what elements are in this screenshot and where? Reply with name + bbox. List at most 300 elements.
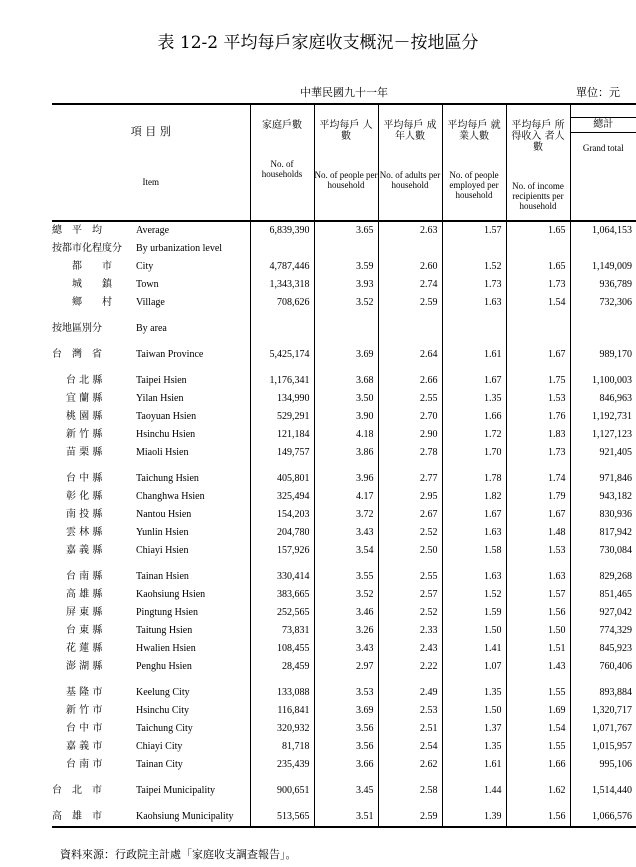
row-label xyxy=(52,470,250,488)
row-label-zh: 台 中 縣 xyxy=(66,473,103,484)
table-row xyxy=(52,808,636,827)
table-cell: 1.35 xyxy=(442,684,506,702)
table-cell: 943,182 xyxy=(570,488,636,506)
table-cell: 1.37 xyxy=(442,720,506,738)
table-cell: 1.57 xyxy=(442,221,506,240)
table-cell: 1.53 xyxy=(506,542,570,560)
table-cell: 1.50 xyxy=(442,702,506,720)
table-cell: 3.93 xyxy=(314,276,378,294)
table-body xyxy=(52,221,636,827)
table-cell: 3.96 xyxy=(314,470,378,488)
row-label-zh: 台 南 市 xyxy=(66,759,103,770)
row-label-en: Taichung City xyxy=(136,723,193,734)
table-cell: 3.90 xyxy=(314,408,378,426)
table-cell: 2.52 xyxy=(378,604,442,622)
table-cell: 900,651 xyxy=(250,782,314,800)
table-cell: 2.59 xyxy=(378,294,442,312)
table-cell: 3.43 xyxy=(314,524,378,542)
table-cell: 3.69 xyxy=(314,702,378,720)
table-cell xyxy=(506,320,570,338)
row-label xyxy=(52,568,250,586)
row-label-en: Penghu Hsien xyxy=(136,661,192,672)
row-label xyxy=(52,586,250,604)
row-label-en: Nantou Hsien xyxy=(136,509,192,520)
table-cell: 405,801 xyxy=(250,470,314,488)
table-subtitle: 中華民國九十一年 xyxy=(300,86,388,99)
table-row xyxy=(52,524,636,542)
table-cell: 204,780 xyxy=(250,524,314,542)
row-label-zh: 高 雄 縣 xyxy=(66,589,103,600)
row-label-zh: 苗 栗 縣 xyxy=(66,447,103,458)
table-row xyxy=(52,258,636,276)
table-cell xyxy=(378,240,442,258)
row-label-zh: 城 鎮 xyxy=(72,279,112,290)
row-label-zh: 桃 園 縣 xyxy=(66,411,103,422)
table-cell: 252,565 xyxy=(250,604,314,622)
table-row xyxy=(52,684,636,702)
table-cell: 732,306 xyxy=(570,294,636,312)
table-cell: 830,936 xyxy=(570,506,636,524)
table-cell: 1,149,009 xyxy=(570,258,636,276)
table-cell: 1.54 xyxy=(506,294,570,312)
page-title: 表 12-2 平均每戶家庭收支概況－按地區分 xyxy=(157,33,479,53)
row-label xyxy=(52,524,250,542)
table-cell: 1,176,341 xyxy=(250,372,314,390)
table-cell: 1.67 xyxy=(506,346,570,364)
table-row xyxy=(52,640,636,658)
table-cell: 3.45 xyxy=(314,782,378,800)
row-label-en: City xyxy=(136,261,154,272)
table-cell: 2.55 xyxy=(378,390,442,408)
table-cell: 383,665 xyxy=(250,586,314,604)
table-cell: 1,192,731 xyxy=(570,408,636,426)
row-label xyxy=(52,622,250,640)
table-cell: 1.44 xyxy=(442,782,506,800)
row-label xyxy=(52,808,250,827)
header-item: 項 目 別 Item xyxy=(130,125,171,187)
table-cell: 1.53 xyxy=(506,390,570,408)
table-row xyxy=(52,390,636,408)
table-cell xyxy=(250,240,314,258)
row-label xyxy=(52,221,250,240)
table-cell xyxy=(442,240,506,258)
table-cell: 6,839,390 xyxy=(250,221,314,240)
source-note: 資料來源：行政院主計處「家庭收支調查報告」。 xyxy=(60,848,297,861)
table-cell: 1.74 xyxy=(506,470,570,488)
row-label-zh: 新 竹 縣 xyxy=(66,429,103,440)
header-employed: 平均每戶 就業人數 No. of people employed per household xyxy=(442,104,506,221)
table-cell: 1.67 xyxy=(442,372,506,390)
table-cell: 1.48 xyxy=(506,524,570,542)
table-cell: 1,343,318 xyxy=(250,276,314,294)
table-cell: 1.83 xyxy=(506,426,570,444)
table-cell: 3.65 xyxy=(314,221,378,240)
table-cell: 2.64 xyxy=(378,346,442,364)
table-cell: 1.75 xyxy=(506,372,570,390)
table-row xyxy=(52,782,636,800)
household-income-table xyxy=(52,103,636,828)
table-cell: 3.72 xyxy=(314,506,378,524)
table-cell: 325,494 xyxy=(250,488,314,506)
table-row xyxy=(52,756,636,774)
row-label xyxy=(52,320,250,338)
row-label xyxy=(52,276,250,294)
row-label xyxy=(52,372,250,390)
table-cell: 2.58 xyxy=(378,782,442,800)
row-label-zh: 宜 蘭 縣 xyxy=(66,393,103,404)
spacer-row xyxy=(52,560,636,568)
table-cell: 1.61 xyxy=(442,346,506,364)
table-cell xyxy=(250,320,314,338)
table-cell: 2.57 xyxy=(378,586,442,604)
row-label xyxy=(52,658,250,676)
table-cell: 1.41 xyxy=(442,640,506,658)
row-label-zh: 雲 林 縣 xyxy=(66,527,103,538)
table-cell: 774,329 xyxy=(570,622,636,640)
row-label-en: Pingtung Hsien xyxy=(136,607,198,618)
table-row xyxy=(52,720,636,738)
spacer-row xyxy=(52,800,636,808)
table-cell: 2.52 xyxy=(378,524,442,542)
table-cell: 529,291 xyxy=(250,408,314,426)
table-cell: 1.66 xyxy=(506,756,570,774)
row-label-en: Hsinchu City xyxy=(136,705,190,716)
row-label xyxy=(52,782,250,800)
table-cell: 1.82 xyxy=(442,488,506,506)
table-cell: 320,932 xyxy=(250,720,314,738)
table-cell xyxy=(378,320,442,338)
table-cell: 1.51 xyxy=(506,640,570,658)
row-label-en: By urbanization level xyxy=(136,243,223,254)
table-cell: 1.63 xyxy=(442,294,506,312)
table-cell: 154,203 xyxy=(250,506,314,524)
table-cell: 708,626 xyxy=(250,294,314,312)
table-cell: 4,787,446 xyxy=(250,258,314,276)
table-row xyxy=(52,586,636,604)
table-row xyxy=(52,568,636,586)
row-label xyxy=(52,702,250,720)
header-recipients: 平均每戶 所得收入 者人數 No. of income recipientts per household xyxy=(506,104,570,221)
table-cell: 1.63 xyxy=(506,568,570,586)
table-cell: 1.65 xyxy=(506,221,570,240)
table-cell: 2.74 xyxy=(378,276,442,294)
row-label-en: Tainan City xyxy=(136,759,183,770)
table-cell: 1.59 xyxy=(442,604,506,622)
table-row xyxy=(52,372,636,390)
table-cell: 1.56 xyxy=(506,808,570,827)
header-persons: 平均每戶 人 數 No. of people per household xyxy=(314,104,378,221)
row-label xyxy=(52,258,250,276)
table-cell: 3.54 xyxy=(314,542,378,560)
table-cell: 2.55 xyxy=(378,568,442,586)
table-cell: 1.61 xyxy=(442,756,506,774)
row-label-zh: 屏 東 縣 xyxy=(66,607,103,618)
row-label xyxy=(52,756,250,774)
table-cell: 1.57 xyxy=(506,586,570,604)
table-cell: 2.33 xyxy=(378,622,442,640)
table-cell: 3.86 xyxy=(314,444,378,462)
row-label-zh: 台 南 縣 xyxy=(66,571,103,582)
row-label-zh: 都 市 xyxy=(72,261,112,272)
table-cell: 971,846 xyxy=(570,470,636,488)
row-label-zh: 台 中 市 xyxy=(66,723,103,734)
table-cell: 3.53 xyxy=(314,684,378,702)
row-label xyxy=(52,408,250,426)
row-label-en: Kaohsiung Hsien xyxy=(136,589,206,600)
table-cell: 1.62 xyxy=(506,782,570,800)
table-row xyxy=(52,444,636,462)
table-cell: 108,455 xyxy=(250,640,314,658)
table-cell: 760,406 xyxy=(570,658,636,676)
row-label-en: Changhwa Hsien xyxy=(136,491,205,502)
table-row xyxy=(52,426,636,444)
table-cell: 1,015,957 xyxy=(570,738,636,756)
row-label xyxy=(52,444,250,462)
table-cell: 1.07 xyxy=(442,658,506,676)
table-cell: 3.69 xyxy=(314,346,378,364)
table-cell: 1.63 xyxy=(442,568,506,586)
table-cell: 1.78 xyxy=(442,470,506,488)
table-cell: 1,127,123 xyxy=(570,426,636,444)
table-cell: 2.43 xyxy=(378,640,442,658)
row-label-zh: 台 灣 省 xyxy=(52,349,102,360)
row-label-zh: 台 北 縣 xyxy=(66,375,103,386)
row-label xyxy=(52,426,250,444)
table-cell: 3.52 xyxy=(314,294,378,312)
row-label xyxy=(52,640,250,658)
table-cell: 2.78 xyxy=(378,444,442,462)
table-cell: 1.65 xyxy=(506,258,570,276)
row-label-en: Average xyxy=(136,225,170,236)
table-cell: 3.68 xyxy=(314,372,378,390)
table-cell: 1.35 xyxy=(442,390,506,408)
row-label-zh: 新 竹 市 xyxy=(66,705,103,716)
table-cell: 3.46 xyxy=(314,604,378,622)
table-cell: 1.52 xyxy=(442,586,506,604)
row-label-zh: 澎 湖 縣 xyxy=(66,661,103,672)
table-cell: 1.55 xyxy=(506,738,570,756)
row-label xyxy=(52,684,250,702)
table-cell: 2.90 xyxy=(378,426,442,444)
row-label-en: Hwalien Hsien xyxy=(136,643,196,654)
row-label xyxy=(52,390,250,408)
row-label xyxy=(52,240,250,258)
table-cell: 851,465 xyxy=(570,586,636,604)
spacer-row xyxy=(52,338,636,346)
table-cell: 3.66 xyxy=(314,756,378,774)
table-cell: 1.50 xyxy=(506,622,570,640)
table-cell: 2.97 xyxy=(314,658,378,676)
table-cell: 134,990 xyxy=(250,390,314,408)
table-cell: 1.70 xyxy=(442,444,506,462)
table-cell: 2.63 xyxy=(378,221,442,240)
table-cell: 1.79 xyxy=(506,488,570,506)
header-adults: 平均每戶 成年人數 No. of adults per household xyxy=(378,104,442,221)
row-label-zh: 按地區別分 xyxy=(52,323,102,334)
table-row xyxy=(52,506,636,524)
table-cell: 1.43 xyxy=(506,658,570,676)
table-cell: 1,066,576 xyxy=(570,808,636,827)
table-cell: 1.50 xyxy=(442,622,506,640)
table-cell xyxy=(570,320,636,338)
table-cell xyxy=(506,240,570,258)
table-cell: 2.50 xyxy=(378,542,442,560)
table-cell: 829,268 xyxy=(570,568,636,586)
table-cell: 1.55 xyxy=(506,684,570,702)
table-cell: 1.58 xyxy=(442,542,506,560)
row-label-en: Taipei Municipality xyxy=(136,785,216,796)
table-cell: 3.59 xyxy=(314,258,378,276)
table-row xyxy=(52,346,636,364)
table-row xyxy=(52,221,636,240)
row-label xyxy=(52,488,250,506)
row-label-en: Yilan Hsien xyxy=(136,393,184,404)
table-cell: 2.54 xyxy=(378,738,442,756)
table-row xyxy=(52,276,636,294)
table-cell: 2.77 xyxy=(378,470,442,488)
table-row xyxy=(52,470,636,488)
table-cell: 3.52 xyxy=(314,586,378,604)
header-grand-total: 總計 Grand total xyxy=(570,104,636,221)
row-label-en: Village xyxy=(136,297,165,308)
row-label xyxy=(52,346,250,364)
table-row xyxy=(52,542,636,560)
row-label-en: Miaoli Hsien xyxy=(136,447,189,458)
table-cell: 1,064,153 xyxy=(570,221,636,240)
row-label-zh: 彰 化 縣 xyxy=(66,491,103,502)
table-cell: 1.72 xyxy=(442,426,506,444)
row-label xyxy=(52,604,250,622)
table-cell: 936,789 xyxy=(570,276,636,294)
header-households: 家庭戶數 No. of households xyxy=(250,104,314,221)
table-cell: 157,926 xyxy=(250,542,314,560)
table-cell: 2.66 xyxy=(378,372,442,390)
row-label-zh: 嘉 義 縣 xyxy=(66,545,103,556)
row-label-en: Taiwan Province xyxy=(136,349,204,360)
spacer-row xyxy=(52,312,636,320)
unit-label: 單位：元 xyxy=(576,86,620,99)
row-label-zh: 台 北 市 xyxy=(52,785,102,796)
table-cell: 817,942 xyxy=(570,524,636,542)
table-cell: 1.35 xyxy=(442,738,506,756)
row-label-en: Town xyxy=(136,279,159,290)
table-cell: 1.73 xyxy=(442,276,506,294)
row-label-en: Tainan Hsien xyxy=(136,571,189,582)
table-cell: 3.56 xyxy=(314,720,378,738)
table-cell xyxy=(314,320,378,338)
table-row xyxy=(52,240,636,258)
table-cell: 116,841 xyxy=(250,702,314,720)
table-cell: 2.59 xyxy=(378,808,442,827)
row-label-zh: 高 雄 市 xyxy=(52,811,102,822)
row-label-zh: 花 蓮 縣 xyxy=(66,643,103,654)
table-cell: 1,071,767 xyxy=(570,720,636,738)
table-cell: 995,106 xyxy=(570,756,636,774)
table-cell: 2.53 xyxy=(378,702,442,720)
table-cell: 4.18 xyxy=(314,426,378,444)
table-row xyxy=(52,658,636,676)
table-cell xyxy=(314,240,378,258)
table-cell: 1.54 xyxy=(506,720,570,738)
table-cell: 1.52 xyxy=(442,258,506,276)
row-label-en: Taitung Hsien xyxy=(136,625,193,636)
table-cell: 1.76 xyxy=(506,408,570,426)
table-row xyxy=(52,488,636,506)
table-cell: 28,459 xyxy=(250,658,314,676)
table-cell: 921,405 xyxy=(570,444,636,462)
table-cell: 235,439 xyxy=(250,756,314,774)
row-label xyxy=(52,738,250,756)
table-cell: 3.55 xyxy=(314,568,378,586)
spacer-row xyxy=(52,774,636,782)
table-cell: 1.56 xyxy=(506,604,570,622)
row-label-en: Chiayi Hsien xyxy=(136,545,189,556)
table-row xyxy=(52,702,636,720)
table-cell: 1.69 xyxy=(506,702,570,720)
table-cell: 2.49 xyxy=(378,684,442,702)
row-label-zh: 基 隆 市 xyxy=(66,687,103,698)
row-label-en: Taipei Hsien xyxy=(136,375,187,386)
row-label xyxy=(52,720,250,738)
table-cell: 330,414 xyxy=(250,568,314,586)
table-row xyxy=(52,622,636,640)
row-label-zh: 台 東 縣 xyxy=(66,625,103,636)
row-label-en: By area xyxy=(136,323,167,334)
table-cell: 845,923 xyxy=(570,640,636,658)
row-label xyxy=(52,542,250,560)
table-cell: 149,757 xyxy=(250,444,314,462)
row-label-en: Yunlin Hsien xyxy=(136,527,189,538)
table-cell: 1.73 xyxy=(506,276,570,294)
table-cell: 2.51 xyxy=(378,720,442,738)
row-label-zh: 按都市化程度分 xyxy=(52,243,122,254)
row-label-en: Taichung Hsien xyxy=(136,473,199,484)
spacer-row xyxy=(52,364,636,372)
table-cell: 1.67 xyxy=(442,506,506,524)
table-cell xyxy=(570,240,636,258)
table-cell: 893,884 xyxy=(570,684,636,702)
row-label-en: Chiayi City xyxy=(136,741,183,752)
row-label-zh: 鄉 村 xyxy=(72,297,112,308)
table-cell: 927,042 xyxy=(570,604,636,622)
table-cell: 4.17 xyxy=(314,488,378,506)
table-cell: 1.39 xyxy=(442,808,506,827)
table-row xyxy=(52,294,636,312)
table-cell: 3.43 xyxy=(314,640,378,658)
spacer-row xyxy=(52,676,636,684)
table-cell: 2.62 xyxy=(378,756,442,774)
table-cell: 1.66 xyxy=(442,408,506,426)
row-label-zh: 嘉 義 市 xyxy=(66,741,103,752)
table-cell: 3.56 xyxy=(314,738,378,756)
table-cell: 2.60 xyxy=(378,258,442,276)
table-row xyxy=(52,604,636,622)
table-cell: 989,170 xyxy=(570,346,636,364)
row-label-en: Keelung City xyxy=(136,687,190,698)
table-cell: 1,514,440 xyxy=(570,782,636,800)
table-row xyxy=(52,320,636,338)
table-cell: 730,084 xyxy=(570,542,636,560)
table-cell: 1.67 xyxy=(506,506,570,524)
table-cell: 846,963 xyxy=(570,390,636,408)
table-cell: 1,100,003 xyxy=(570,372,636,390)
table-cell: 2.70 xyxy=(378,408,442,426)
row-label-en: Kaohsiung Municipality xyxy=(136,811,234,822)
table-cell: 1,320,717 xyxy=(570,702,636,720)
table-row xyxy=(52,408,636,426)
table-cell: 81,718 xyxy=(250,738,314,756)
row-label-zh: 南 投 縣 xyxy=(66,509,103,520)
